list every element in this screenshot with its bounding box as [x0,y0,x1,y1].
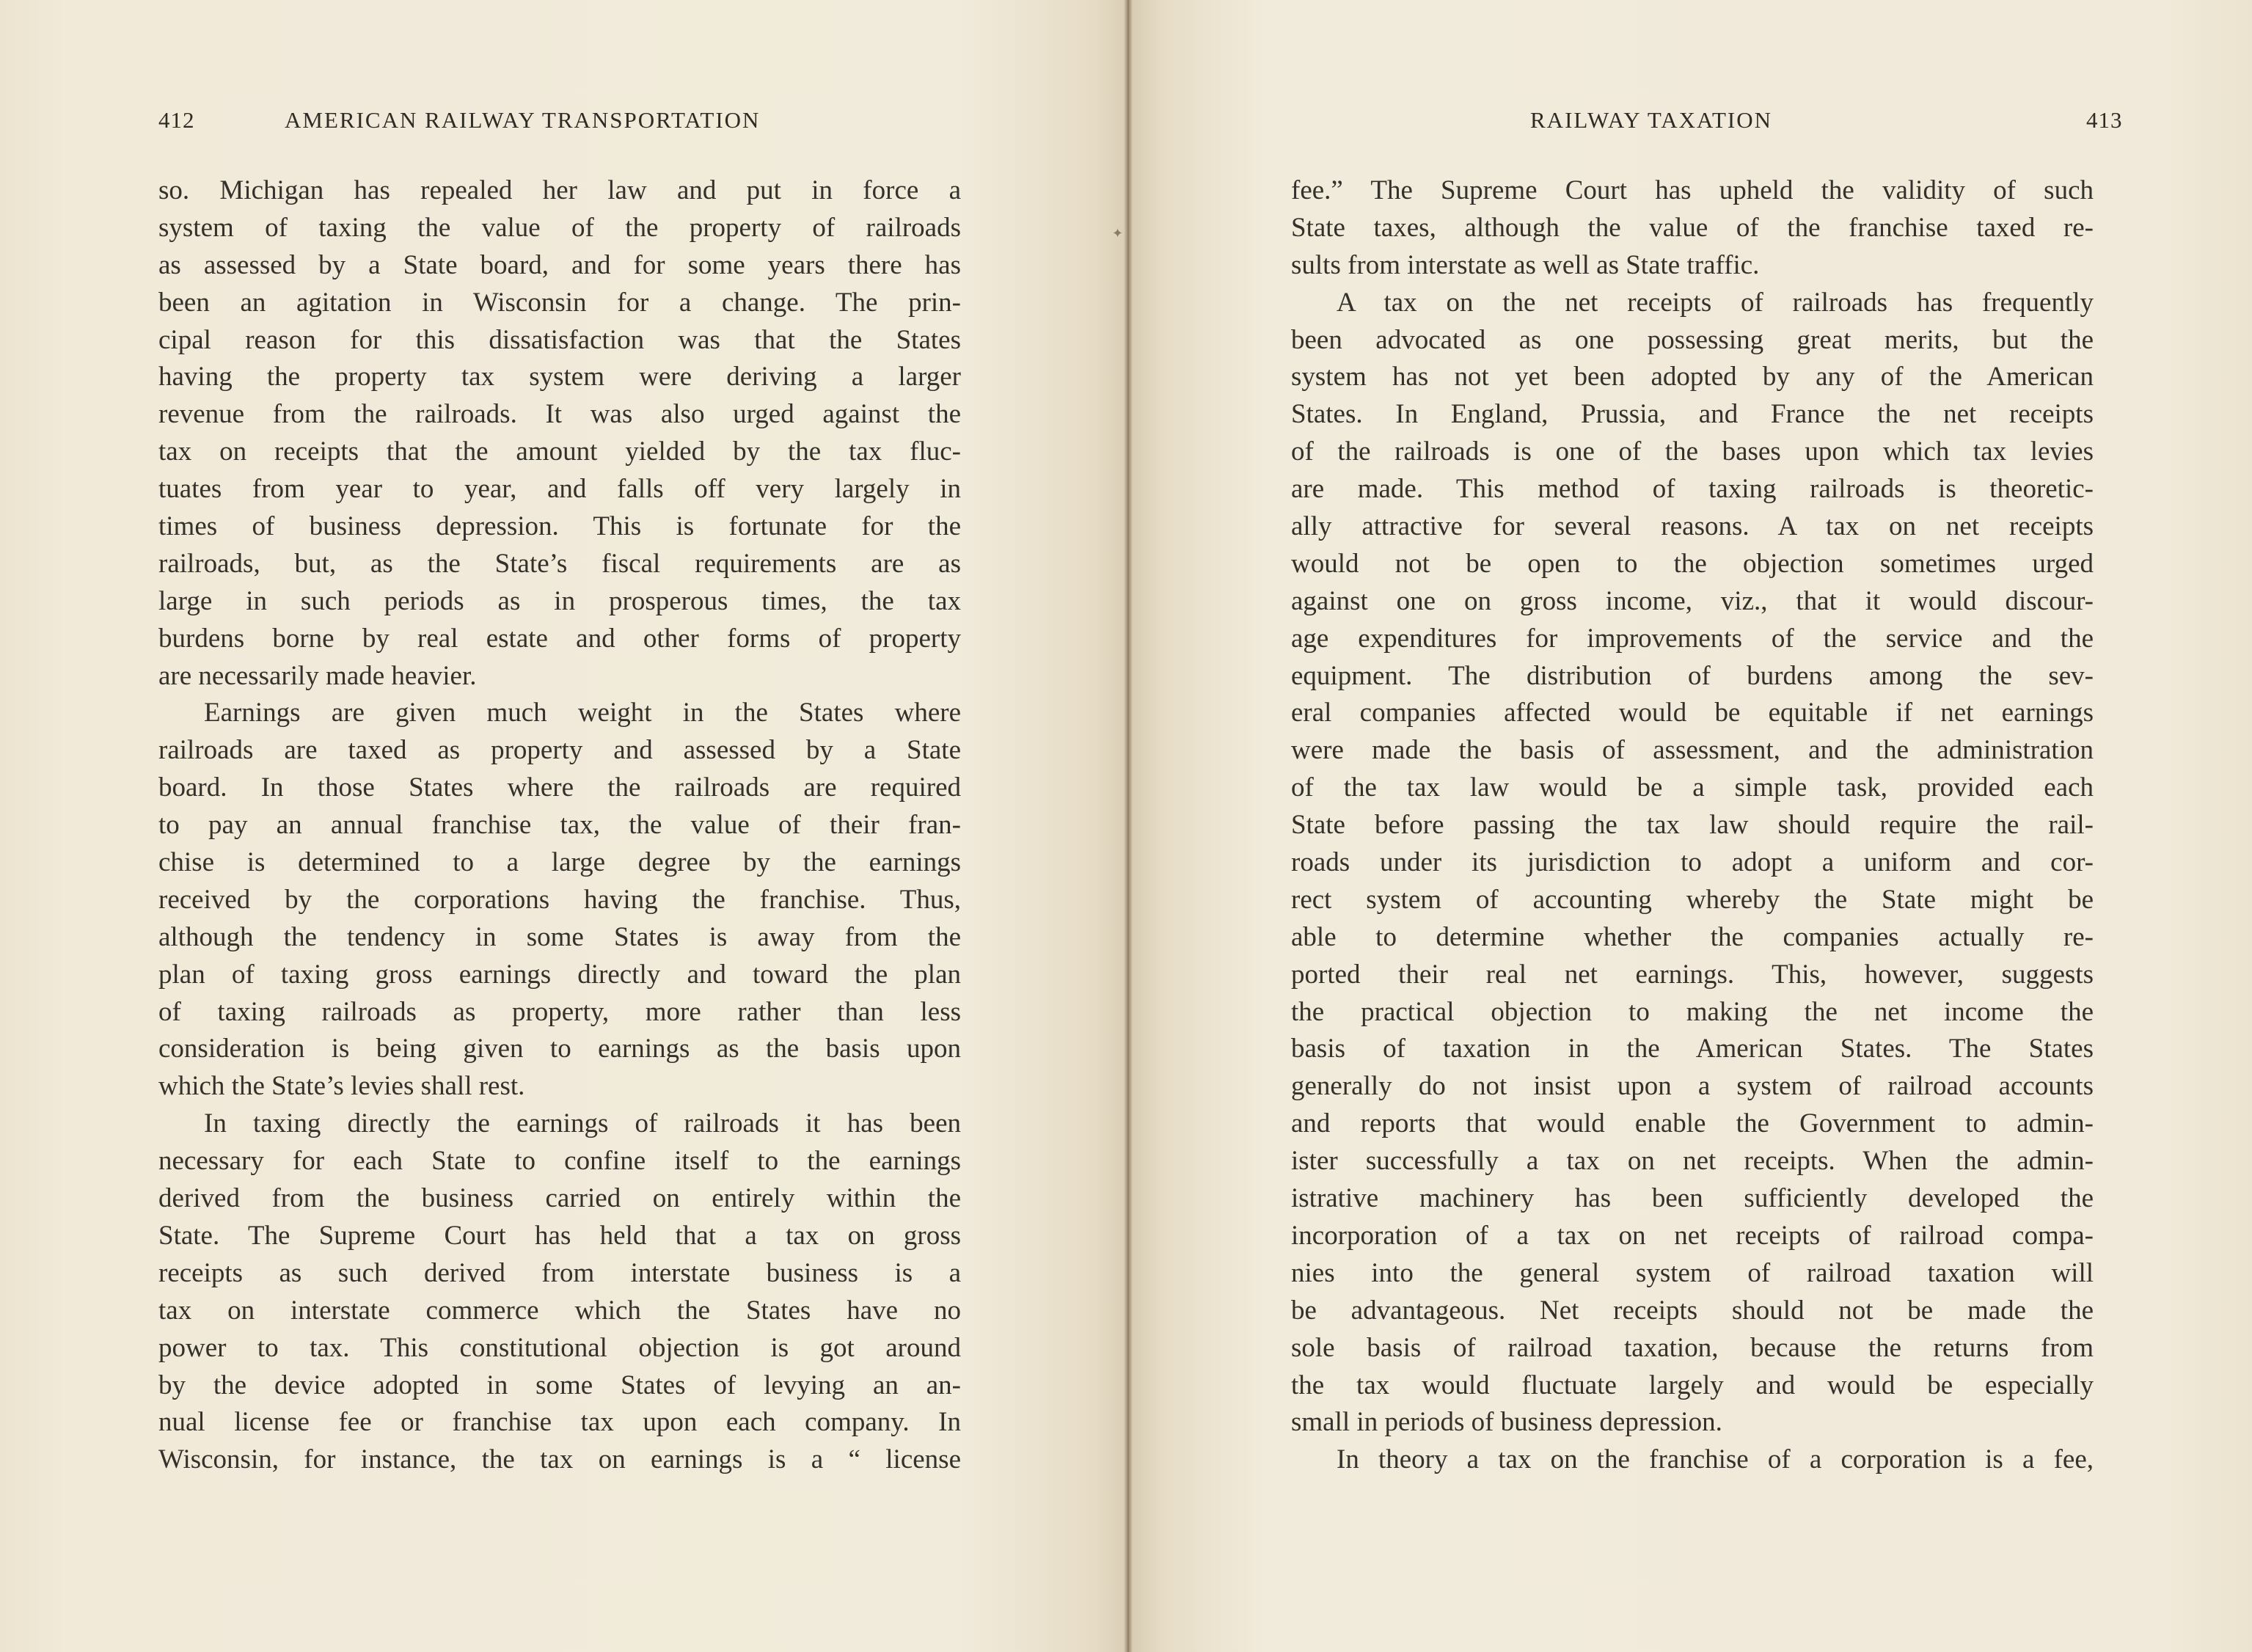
text-line: istrative machinery has been sufficiently developed the [1291,1183,2094,1214]
text-line: the tax would fluctuate largely and would be especially [1291,1370,2094,1400]
text-line: system of taxing the value of the property of railroads [158,212,961,243]
text-line: chise is determined to a large degree by the earnings [158,847,961,878]
text-line: sole basis of railroad taxation, because the returns from [1291,1332,2094,1363]
text-line: so. Michigan has repealed her law and put in force a [158,175,961,205]
text-line: been an agitation in Wisconsin for a change. The prin- [158,287,961,318]
text-line: of the railroads is one of the bases upon which tax levies [1291,436,2094,467]
text-line: times of business depression. This is fortunate for the [158,511,961,542]
text-line: eral companies affected would be equitable if net earnings [1291,698,2094,728]
text-line: A tax on the net receipts of railroads has frequently [1337,287,2094,318]
text-line: State taxes, although the value of the franchise taxed re- [1291,212,2094,243]
text-line: large in such periods as in prosperous times, the tax [158,585,961,616]
text-line: having the property tax system were deriving a larger [158,362,961,392]
text-line: although the tendency in some States is away from the [158,921,961,952]
left-running-title: AMERICAN RAILWAY TRANSPORTATION [285,107,761,133]
text-line: In theory a tax on the franchise of a corporation is a fee, [1337,1444,2094,1475]
text-line: system has not yet been adopted by any of the American [1291,362,2094,392]
text-line: sults from interstate as well as State traffic. [1291,249,1760,280]
text-line: necessary for each State to confine itself to the earnings [158,1146,961,1177]
text-line: are made. This method of taxing railroads is theoretic- [1291,474,2094,505]
text-line: basis of taxation in the American States. The States [1291,1034,2094,1064]
text-line: railroads, but, as the State’s fiscal requirements are as [158,548,961,579]
text-line: ported their real net earnings. This, however, suggests [1291,959,2094,990]
book-gutter [1124,0,1133,1652]
text-line: nual license fee or franchise tax upon each company. In [158,1407,961,1438]
text-line: as assessed by a State board, and for some years there has [158,249,961,280]
text-line: incorporation of a tax on net receipts of railroad compa- [1291,1220,2094,1251]
text-line: nies into the general system of railroad taxation will [1291,1257,2094,1288]
left-body-text [158,172,961,1479]
text-line: consideration is being given to earnings as the basis upon [158,1034,961,1064]
text-line: plan of taxing gross earnings directly and toward the plan [158,959,961,990]
text-line: derived from the business carried on entirely within the [158,1183,961,1214]
text-line: are necessarily made heavier. [158,660,477,691]
text-line: and reports that would enable the Government to admin- [1291,1108,2094,1139]
text-line: tax on interstate commerce which the States have no [158,1295,961,1326]
right-running-title: RAILWAY TAXATION [1530,107,1773,133]
text-line: roads under its jurisdiction to adopt a uniform and cor- [1291,847,2094,878]
text-line: age expenditures for improvements of the service and the [1291,623,2094,654]
text-line: received by the corporations having the franchise. Thus, [158,884,961,915]
text-line: which the State’s levies shall rest. [158,1071,525,1102]
text-line: State before passing the tax law should require the rail- [1291,810,2094,841]
text-line: to pay an annual franchise tax, the value of their fran- [158,810,961,841]
text-line: tuates from year to year, and falls off very largely in [158,474,961,505]
text-line: receipts as such derived from interstate business is a [158,1257,961,1288]
text-line: Wisconsin, for instance, the tax on earnings is a “ license [158,1444,961,1475]
text-line: revenue from the railroads. It was also urged against the [158,399,961,430]
text-line: generally do not insist upon a system of railroad accounts [1291,1071,2094,1102]
right-body-text [1291,172,2094,1479]
text-line: able to determine whether the companies actually re- [1291,921,2094,952]
text-line: power to tax. This constitutional objection is got around [158,1332,961,1363]
binding-thread-mark: ✦ [1112,226,1124,241]
text-line: cipal reason for this dissatisfaction was that the States [158,324,961,355]
text-line: burdens borne by real estate and other forms of property [158,623,961,654]
text-line: of taxing railroads as property, more rather than less [158,996,961,1027]
text-line: been advocated as one possessing great merits, but the [1291,324,2094,355]
text-line: against one on gross income, viz., that it would discour- [1291,585,2094,616]
text-line: would not be open to the objection sometimes urged [1291,548,2094,579]
text-line: States. In England, Prussia, and France the net receipts [1291,399,2094,430]
text-line: Earnings are given much weight in the States where [204,698,961,728]
text-line: be advantageous. Net receipts should not be made the [1291,1295,2094,1326]
text-line: In taxing directly the earnings of railroads it has been [204,1108,961,1139]
right-running-head [1530,107,2190,139]
text-line: by the device adopted in some States of levying an an- [158,1370,961,1400]
text-line: railroads are taxed as property and assessed by a State [158,735,961,766]
left-running-head [158,107,967,139]
text-line: small in periods of business depression. [1291,1407,1722,1438]
text-line: board. In those States where the railroads are required [158,772,961,803]
text-line: equipment. The distribution of burdens among the sev- [1291,660,2094,691]
left-page-number: 412 [158,107,195,133]
text-line: of the tax law would be a simple task, provided each [1291,772,2094,803]
text-line: fee.” The Supreme Court has upheld the validity of such [1291,175,2094,205]
text-line: tax on receipts that the amount yielded by the tax fluc- [158,436,961,467]
text-line: were made the basis of assessment, and the administration [1291,735,2094,766]
text-line: ister successfully a tax on net receipts. When the admin- [1291,1146,2094,1177]
text-line: rect system of accounting whereby the State might be [1291,884,2094,915]
text-line: ally attractive for several reasons. A tax on net receipts [1291,511,2094,542]
right-page [1128,0,2252,1652]
text-line: State. The Supreme Court has held that a tax on gross [158,1220,961,1251]
text-line: the practical objection to making the net income the [1291,996,2094,1027]
right-page-number: 413 [2086,107,2123,133]
